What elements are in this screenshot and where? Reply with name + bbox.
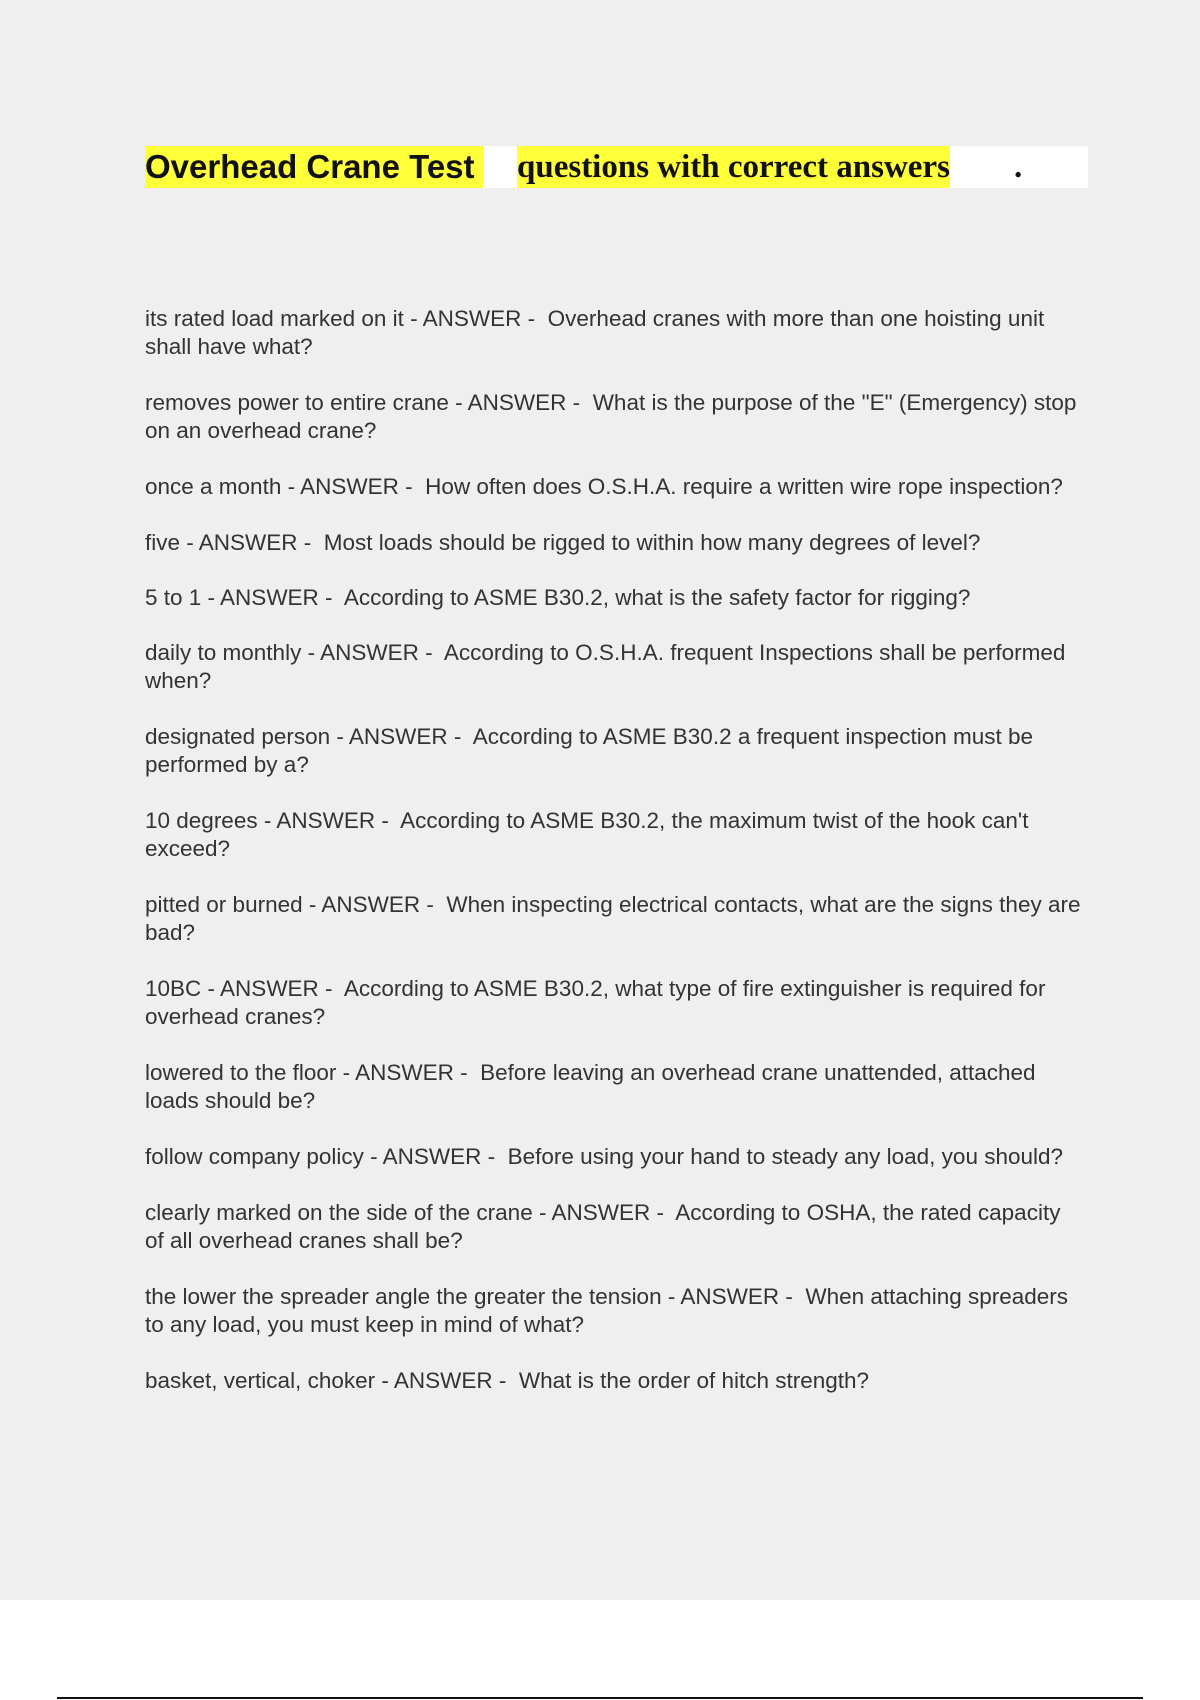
qa-answer: designated person [145,724,331,749]
qa-item [145,529,1085,557]
qa-separator: - ANSWER - [363,1144,502,1169]
qa-answer: lowered to the floor [145,1060,337,1085]
qa-answer: clearly marked on the side of the crane [145,1200,533,1225]
qa-separator: - ANSWER - [336,1060,474,1085]
qa-separator: - ANSWER - [257,808,396,833]
qa-separator: - ANSWER - [661,1284,800,1309]
qa-item [145,1199,1085,1255]
qa-answer: 10 degrees [145,808,258,833]
qa-item [145,1283,1085,1339]
qa-item [145,584,1085,612]
qa-question: According to ASME B30.2 a frequent inspection must be performed by a? [145,724,1034,777]
qa-item [145,473,1085,501]
qa-question: Before using your hand to steady any load, you should? [507,1144,1064,1169]
qa-separator: - ANSWER - [448,390,587,415]
qa-separator: - ANSWER - [330,724,468,749]
title-highlight-serif: questions with correct answers [517,146,950,188]
qa-item [145,1059,1085,1115]
qa-answer: daily to monthly [145,640,302,665]
qa-answer: 10BC [145,976,202,1001]
qa-separator: - ANSWER - [375,1368,513,1393]
title-highlight-sans: Overhead Crane Test [145,146,483,188]
qa-item [145,639,1085,695]
qa-answer: the lower the spreader angle the greater the tension [145,1284,662,1309]
qa-item [145,1143,1085,1171]
qa-question: According to O.S.H.A. frequent Inspections shall be performed when? [145,640,1066,693]
qa-item [145,1367,1085,1395]
qa-answer: basket, vertical, choker [145,1368,376,1393]
qa-answer: removes power to entire crane [145,390,449,415]
qa-separator: - ANSWER - [532,1200,671,1225]
qa-question: Overhead cranes with more than one hoisting unit shall have what? [145,306,1045,359]
qa-separator: - ANSWER - [180,530,318,555]
title-period: . [1014,149,1023,185]
qa-question: According to ASME B30.2, what type of fire extinguisher is required for overhead cranes? [145,976,1046,1029]
qa-separator: - ANSWER - [302,892,441,917]
qa-item [145,389,1085,445]
footer-divider [57,1697,1143,1699]
qa-question: Most loads should be rigged to within how many degrees of level? [323,530,981,555]
qa-question: How often does O.S.H.A. require a written wire rope inspection? [425,474,1063,499]
qa-separator: - ANSWER - [201,976,339,1001]
qa-question: When attaching spreaders to any load, you must keep in mind of what? [145,1284,1069,1337]
qa-question: According to ASME B30.2, the maximum twist of the hook can't exceed? [145,808,1029,861]
qa-list [145,305,1085,1422]
qa-item [145,305,1085,361]
qa-question: What is the order of hitch strength? [518,1368,870,1393]
document-title [145,146,1088,188]
qa-question: Before leaving an overhead crane unattended, attached loads should be? [145,1060,1036,1113]
qa-question: When inspecting electrical contacts, what are the signs they are bad? [145,892,1081,945]
qa-item [145,807,1085,863]
qa-separator: - ANSWER - [301,640,439,665]
qa-item [145,723,1085,779]
qa-separator: - ANSWER - [281,474,419,499]
qa-separator: - ANSWER - [201,585,339,610]
qa-answer: once a month [145,474,282,499]
qa-item [145,891,1085,947]
qa-question: According to ASME B30.2, what is the safety factor for rigging? [343,585,971,610]
qa-answer: 5 to 1 [145,585,202,610]
qa-separator: - ANSWER - [403,306,542,331]
qa-item [145,975,1085,1031]
qa-answer: its rated load marked on it [145,306,404,331]
qa-answer: follow company policy [145,1144,364,1169]
qa-answer: five [145,530,181,555]
qa-question: According to OSHA, the rated capacity of all overhead cranes shall be? [145,1200,1061,1253]
qa-question: What is the purpose of the "E" (Emergency) stop on an overhead crane? [145,390,1077,443]
qa-answer: pitted or burned [145,892,303,917]
